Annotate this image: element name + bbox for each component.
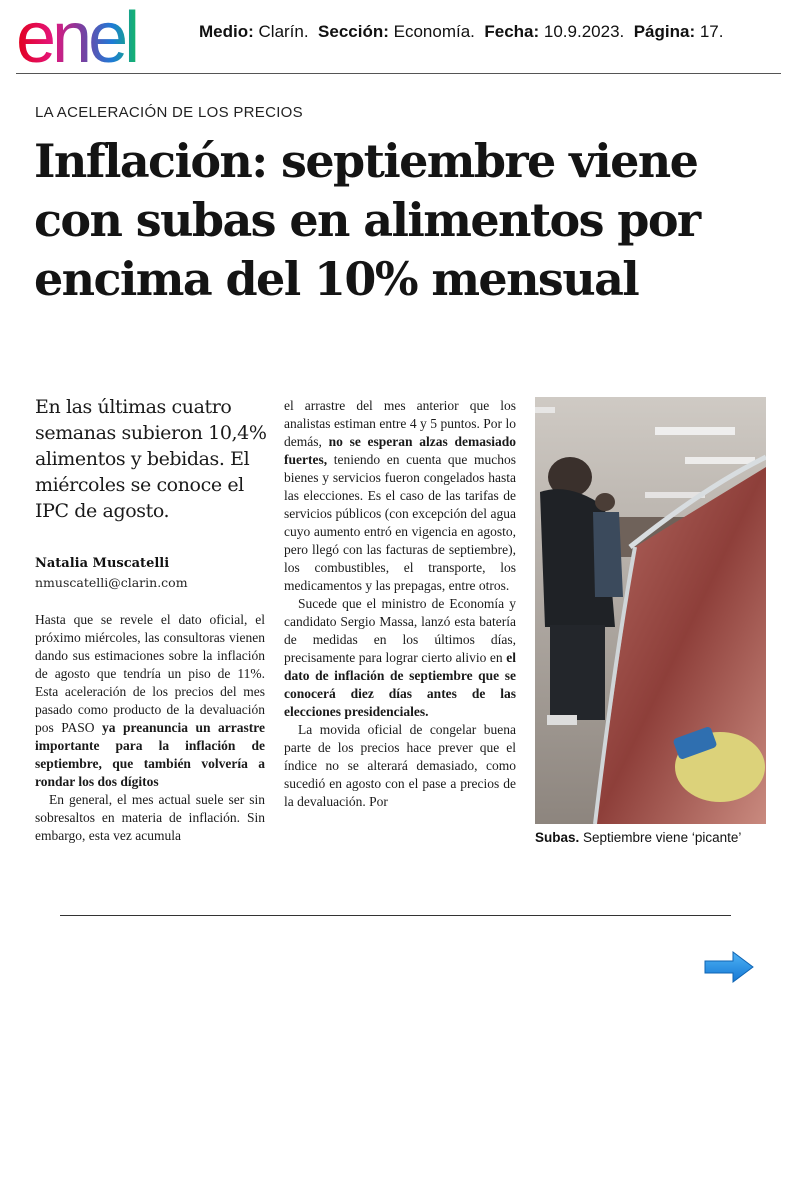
fecha-value: 10.9.2023. <box>543 22 625 41</box>
clipping-meta <box>199 22 723 42</box>
paragraph-1-text: Hasta que se revele el dato oficial, el próximo miércoles, las consultoras vienen dando sus estimaciones sobre la inflación de agosto que tendría un piso de 11%. Esta aceleración de los precios del mes pasado como producto de la devaluación pos PASO <box>35 612 265 735</box>
medio-label: Medio: <box>199 22 254 41</box>
clipping-header <box>0 0 800 76</box>
caption-label: Subas. <box>535 830 580 845</box>
paragraph-2-cont <box>284 397 516 595</box>
pagina-value: 17. <box>699 22 724 41</box>
paragraph-2-start <box>35 791 265 845</box>
paragraph-2-bold: no se esperan alzas demasiado fuertes, <box>284 434 516 467</box>
author-name: Natalia Muscatelli <box>35 556 170 571</box>
pagina-label: Página: <box>633 22 696 41</box>
article-headline: Inflación: septiembre viene con subas en alimentos por encima del 10% mensual <box>34 134 700 306</box>
author-email: nmuscatelli@clarin.com <box>35 575 188 590</box>
paragraph-1-bold: ya preanuncia un arrastre importante para la inflación de septiembre, que también volvería a rondar los dos dígitos <box>35 720 265 789</box>
footer-divider <box>60 915 731 916</box>
paragraph-2-text-a: En general, el mes actual suele ser sin sobresaltos en materia de inflación. Sin embargo, esta vez acumula <box>35 792 265 843</box>
paragraph-2-text-c: teniendo en cuenta que muchos bienes y servicios fueron congelados hasta las elecciones. Es el caso de las tarifas de servicios públicos (con excepción del agua cuyo aumento entró en vigencia en agosto, pero llegó con las facturas de septiembre), los combustibles, el transporte, los medicamentos y las prepagas, entre otros. <box>284 452 516 593</box>
article-photo <box>535 397 766 824</box>
paragraph-3-bold: el dato de inflación de septiembre que se conocerá diez días antes de las elecciones presidenciales. <box>284 650 516 719</box>
header-divider <box>16 73 781 74</box>
logo-wordmark: enel <box>16 2 137 68</box>
article-deck: En las últimas cuatro semanas subieron 10,4% alimentos y bebidas. El miércoles se conoce el IPC de agosto. <box>35 396 267 522</box>
paragraph-3-text: Sucede que el ministro de Economía y candidato Sergio Massa, lanzó esta batería de medidas en los últimos días, precisamente para lograr cierto alivio en <box>284 596 516 665</box>
article-kicker: LA ACELERACIÓN DE LOS PRECIOS <box>35 104 303 121</box>
medio-value: Clarín. <box>258 22 309 41</box>
caption-text: Septiembre viene ‘picante’ <box>579 830 742 845</box>
arrow-right-icon[interactable] <box>703 950 755 984</box>
article-column-2 <box>284 397 516 811</box>
photo-caption <box>535 830 741 845</box>
seccion-value: Economía. <box>393 22 475 41</box>
article-column-1 <box>35 611 265 845</box>
paragraph-3 <box>284 595 516 721</box>
paragraph-4: La movida oficial de congelar buena parte de los precios hace prever que el índice no se alterará demasiado, como sucedió en agosto con el pase a precios de la devaluación. Por <box>284 722 516 809</box>
paragraph-1 <box>35 611 265 791</box>
enel-logo <box>16 2 184 68</box>
paragraph-2-text-b: el arrastre del mes anterior que los analistas estiman entre 4 y 5 puntos. Por lo demás, <box>284 398 516 449</box>
fecha-label: Fecha: <box>484 22 540 41</box>
seccion-label: Sección: <box>318 22 389 41</box>
